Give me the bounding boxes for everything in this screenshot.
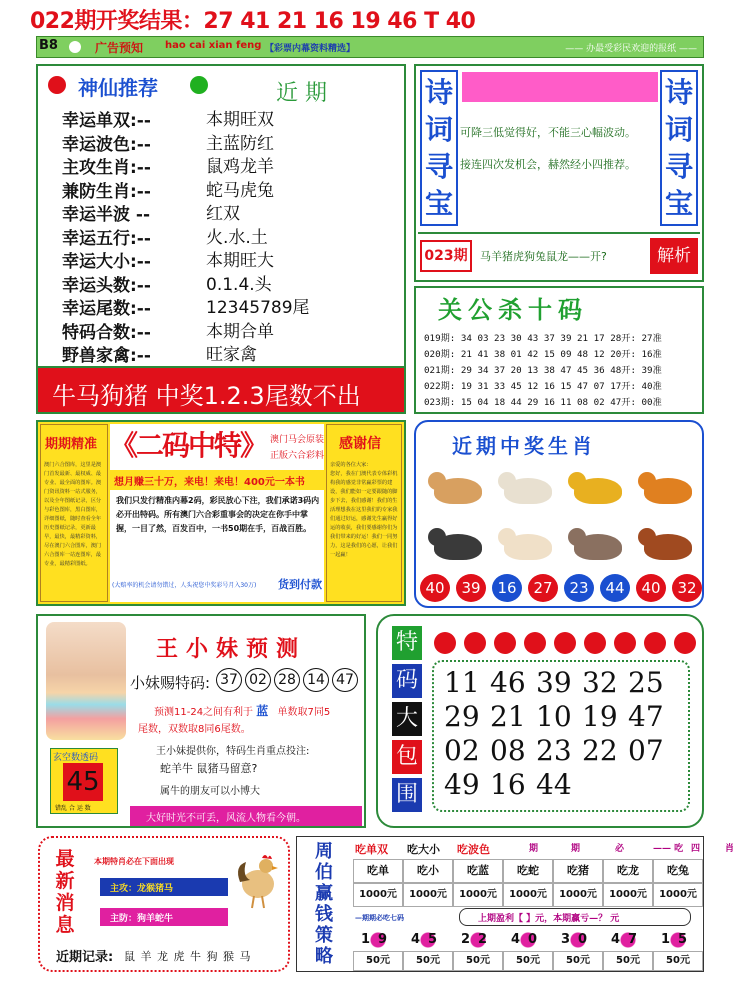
zhoubo-bet: 吃龙: [603, 859, 653, 883]
guangong-panel: [414, 286, 704, 414]
xiaomei-panel: [36, 614, 366, 828]
red-ball-icon: [644, 632, 666, 654]
tema-num: 02: [245, 668, 271, 692]
zhoubo-stake: 50元: [653, 951, 703, 971]
dabao-num: 07: [628, 734, 664, 767]
guangong-row: 022期: 19 31 33 45 12 16 15 47 07 17开: 40准: [424, 381, 662, 392]
shenxian-row: [62, 130, 402, 154]
header-bar: [36, 36, 704, 58]
zhoubo-stake: 50元: [603, 951, 653, 971]
tema-num: 37: [216, 668, 242, 692]
poem-answer: 马羊猪虎狗兔鼠龙——开?: [480, 250, 607, 263]
header-section: 广告预知: [95, 41, 144, 55]
zhoubo-stake: 50元: [503, 951, 553, 971]
red-ball-icon: [584, 632, 606, 654]
xinxi-panel: [38, 836, 290, 972]
predict-line-2: 尾数，双数取8同6尾数。: [138, 724, 251, 735]
xiaomei-info-3: 属牛的朋友可以小博大: [160, 786, 260, 797]
shenxian-row-label: 特码合数:--: [62, 322, 151, 343]
shengxiao-title: 近期中奖生肖: [452, 434, 596, 458]
zhoubo-pick-cell: [653, 929, 703, 951]
dabao-num: 02: [444, 734, 480, 767]
zhoubo-pick: 40: [511, 932, 546, 947]
erma-panel: [36, 420, 406, 606]
zhoubo-mid-right: [459, 908, 691, 926]
red-ball-icon: [614, 632, 636, 654]
xuanku-num: 45: [63, 763, 103, 801]
poem-side-char: 诗: [424, 76, 453, 109]
zodiac-ball: 32: [672, 574, 702, 602]
shenxian-row-value: 红双: [206, 204, 240, 224]
xinxi-side-char: 最: [55, 848, 75, 870]
dabao-side: [392, 626, 424, 816]
tema-num: 14: [303, 668, 329, 692]
red-ball-icon: [434, 632, 456, 654]
red-ball-icon: [494, 632, 516, 654]
shenxian-row-value: 本期旺双: [206, 110, 274, 130]
issue-badge: 023期: [420, 240, 472, 272]
zhoubo-amount: 1000元: [603, 883, 653, 907]
zhoubo-amount: 1000元: [503, 883, 553, 907]
zhoubo-head: —— 吃: [653, 844, 684, 854]
zhoubo-pick-cell: [453, 929, 503, 951]
zhoubo-pick: 22: [461, 932, 496, 947]
erma-main-title: 《二码中特》: [110, 429, 267, 462]
dabao-side-char: 特: [392, 626, 422, 660]
dabao-num: 19: [582, 700, 618, 733]
zhoubo-stake: 50元: [353, 951, 403, 971]
thanks-text: 亲爱的各位大家： 您好，我在门澳代表专体彩机构我的感觉非常赢彩票的建设，我们能如一定要跟随的脚步下去，我们感谢！我们的生活理想我在这里我们的专家我们通过好运，感谢先生赢得好运的收获，我们要感谢你们为我们带来的好运！我们一同努力，这是我们的心愿，让我们一起赢！: [330, 462, 398, 558]
zhoubo-pick-cell: [553, 929, 603, 951]
erma-ad-text: 想月赚三十万，来电！来电！400元一本书: [114, 477, 305, 488]
red-ball-icon: [464, 632, 486, 654]
xinxi-main: [100, 878, 228, 896]
dabao-num: 16: [490, 768, 526, 801]
circle-icon: [69, 41, 81, 53]
zhoubo-side-char: 略: [315, 946, 333, 967]
erma-side-title-2: 正版六合彩料: [269, 451, 324, 461]
zhoubo-row6: [353, 951, 705, 971]
dragon-icon: [568, 466, 628, 514]
zodiac-ball: 44: [600, 574, 630, 602]
zodiac-ball: 39: [456, 574, 486, 602]
rooster-icon: [232, 846, 282, 910]
shenxian-row-value: 本期合单: [206, 321, 274, 342]
zhoubo-bet: 吃单: [353, 859, 403, 883]
xiaomei-footer-text: 大好时光不可丢，风流人物看今朝。: [146, 813, 306, 824]
poem-side-char: 宝: [664, 187, 693, 220]
red-ball-icon: [674, 632, 696, 654]
zhoubo-side-char: 钱: [315, 904, 333, 925]
dabao-num: 23: [536, 734, 572, 767]
poem-side-char: 寻: [424, 150, 453, 183]
shenxian-row: [62, 294, 402, 318]
shenxian-row-label: 幸运半波 --: [62, 205, 151, 225]
zhoubo-bet: 吃猪: [553, 859, 603, 883]
dabao-row: [444, 666, 684, 700]
tema-label: 小妹赐特码:: [130, 674, 211, 692]
monkey-icon: [568, 522, 628, 570]
shenxian-row-label: 兼防生肖:--: [62, 181, 151, 202]
analysis-badge: 解析: [650, 238, 698, 274]
xuanku-foot: 错乱 合 运 数: [55, 805, 91, 812]
dabao-dots: [434, 632, 704, 658]
zodiac-balls: [420, 574, 702, 602]
shenxian-row: [62, 271, 402, 295]
page-code: B8: [39, 38, 58, 53]
zhoubo-head: 必: [615, 844, 625, 854]
page-title: [0, 0, 740, 34]
dabao-num: 10: [536, 700, 572, 733]
zhoubo-row2: [353, 859, 705, 883]
dabao-num: 25: [628, 666, 664, 699]
erma-center: [110, 424, 324, 602]
shenxian-title: 神仙推荐: [78, 76, 158, 100]
zhoubo-side-char: 周: [315, 841, 333, 862]
zhoubo-head: 吃单双: [355, 843, 388, 856]
dabao-numbers: [444, 666, 684, 802]
zhoubo-side-char: 伯: [315, 862, 333, 883]
poem-side-char: 词: [424, 113, 453, 146]
thanks-title: 感谢信: [339, 436, 381, 452]
tema-dabao-panel: [376, 614, 704, 828]
shenxian-row: [62, 318, 402, 342]
shenxian-row-label: 幸运大小:--: [62, 252, 151, 272]
banner-text: 牛马狗猪 中奖1.2.3尾数不出: [52, 382, 361, 410]
poem-panel: [414, 64, 704, 282]
guangong-row: 019期: 34 03 23 30 43 37 39 21 17 28开: 27准: [424, 333, 662, 344]
xinxi-second-text: 主防：狗羊蛇牛: [110, 914, 174, 924]
red-ball-icon: [524, 632, 546, 654]
shenxian-row-value: 本期旺大: [206, 251, 274, 271]
red-ball-icon: [554, 632, 576, 654]
predict-line-1: [154, 702, 330, 719]
ox-icon-head: [428, 528, 446, 546]
zhoubo-side-char: 赢: [315, 883, 333, 904]
dragon-icon-head: [568, 472, 586, 490]
shenxian-row-label: 幸运单双:--: [62, 111, 151, 131]
predict-color: 蓝: [256, 704, 269, 718]
zhoubo-mid-left: —期期必吃七码: [355, 914, 404, 922]
dabao-num: 46: [490, 666, 526, 699]
poem-side-char: 词: [664, 113, 693, 146]
predict-text-1: 预测11-24之间有利于: [154, 707, 254, 718]
shenxian-row-value: 0.1.4.头: [206, 274, 272, 295]
poem-right-chars: [662, 74, 696, 222]
zhoubo-bet: 吃蛇: [503, 859, 553, 883]
zhoubo-mid-right-text: 上期盈利【 】元，本期赢亏—？ 元: [478, 914, 620, 924]
dabao-row: [444, 700, 684, 734]
zhoubo-stake: 50元: [553, 951, 603, 971]
zhoubo-side-char: 策: [315, 925, 333, 946]
zhoubo-bet: 吃小: [403, 859, 453, 883]
shenxian-row: [62, 341, 402, 365]
dabao-num: 47: [628, 700, 664, 733]
xuanku-box: [50, 748, 118, 814]
shenxian-row-value: 蛇马虎兔: [206, 180, 274, 201]
shenxian-row-label: 野兽家禽:--: [62, 346, 151, 366]
zodiac-ball: 16: [492, 574, 522, 602]
zhoubo-amount: 1000元: [653, 883, 703, 907]
shenxian-row: [62, 106, 402, 130]
shenxian-list: [62, 106, 402, 365]
shenxian-banner: [36, 366, 406, 414]
shenxian-row-label: 幸运五行:--: [62, 228, 151, 249]
zhoubo-pick: 15: [661, 932, 696, 947]
shenxian-row-label: 幸运波色:--: [62, 134, 151, 155]
zhoubo-amount: 1000元: [453, 883, 503, 907]
xiaomei-info-2: 蛇羊牛 鼠猪马留意?: [160, 762, 258, 775]
erma-footer: (大赔率的机会请勿错过，人头祝您中奖彩号月入30万): [112, 582, 257, 589]
tema-num: 28: [274, 668, 300, 692]
poem-left-chars: [422, 74, 456, 222]
dabao-side-char: 大: [392, 702, 422, 736]
shenxian-row: [62, 153, 402, 177]
shenxian-row-label: 幸运尾数:--: [62, 299, 151, 319]
dabao-row: [444, 768, 684, 802]
xuanku-label: 玄空数透码: [53, 753, 99, 763]
erma-right: [326, 424, 402, 602]
ox-icon: [428, 522, 488, 570]
xinxi-main-text: 主攻：龙猴猪马: [110, 884, 174, 894]
zhoubo-panel: [296, 836, 735, 972]
zhoubo-head: 四: [691, 844, 701, 854]
zhoubo-heads: [353, 837, 735, 859]
dabao-side-char: 围: [392, 778, 422, 812]
dabao-num: 22: [582, 734, 618, 767]
xinxi-side-char: 消: [55, 892, 75, 914]
header-slogan: —— 办最受彩民欢迎的报纸 ——: [565, 44, 697, 54]
poem-side-char: 宝: [424, 187, 453, 220]
tema-nums: [216, 668, 366, 694]
zhoubo-head: 肖: [725, 844, 735, 854]
poem-line-1: 可降三低觉得好，不能三心幅波动。: [460, 126, 636, 139]
dabao-num: 39: [536, 666, 572, 699]
xinxi-side: [52, 848, 78, 936]
xiaomei-title: 王小妹预测: [156, 637, 307, 662]
zhoubo-pick-cell: [503, 929, 553, 951]
zhoubo-row3: [353, 883, 705, 907]
zodiac-ball: 40: [420, 574, 450, 602]
sheep-icon-head: [498, 472, 516, 490]
zhoubo-bet: 吃兔: [653, 859, 703, 883]
shenxian-row: [62, 200, 402, 224]
dabao-num: 11: [444, 666, 480, 699]
poem-answer-row: [418, 232, 700, 276]
dabao-side-char: 码: [392, 664, 422, 698]
dog-icon-head: [498, 528, 516, 546]
hamster-icon: [428, 466, 488, 514]
tema-num: 47: [332, 668, 358, 692]
guangong-list: [424, 330, 702, 410]
green-dot-icon: [190, 76, 208, 94]
shenxian-row-value: 主蓝防红: [206, 133, 274, 154]
zhoubo-bet: 吃蓝: [453, 859, 503, 883]
shengxiao-panel: [414, 420, 704, 608]
horse-icon-head: [638, 528, 656, 546]
girl-photo: [46, 622, 126, 740]
dabao-num: 49: [444, 768, 480, 801]
zhoubo-pick: 19: [361, 932, 396, 947]
monkey-icon-head: [568, 528, 586, 546]
zodiac-grid: [416, 462, 706, 572]
shenxian-row-label: 幸运头数:--: [62, 275, 151, 296]
shenxian-row-value: 火.水.土: [206, 227, 268, 248]
dog-icon: [498, 522, 558, 570]
tiger-icon-head: [638, 472, 656, 490]
shenxian-row-value: 旺家禽: [206, 345, 257, 365]
shenxian-panel: [36, 64, 406, 414]
poem-line-2: 接连四次发机会，赫然经小四推荐。: [460, 158, 636, 171]
header-pinyin: hao cai xian feng: [165, 40, 262, 51]
zhoubo-head: 期: [529, 844, 539, 854]
zhoubo-pick: 47: [611, 932, 646, 947]
record-label: 近期记录:: [56, 950, 114, 965]
dabao-num: 08: [490, 734, 526, 767]
poem-side-char: 诗: [664, 76, 693, 109]
shenxian-row-value: 鼠鸡龙羊: [206, 157, 274, 177]
erma-left-text: 澳门六合图库，这里是澳门首发最新、最权威、最专业、最全面的图库。澳门资讯资料一站式服务，以及全年图纸记录，区分与彩色图库，黑白图库，详细图纸，随时查看全年历史图纸记录，更新最早，最快，最精彩资料，尽在澳门六合图库，澳门六合图库一站连图库，最专业，最精彩图纸。: [44, 462, 102, 567]
zhoubo-pick: 30: [561, 932, 596, 947]
shenxian-row: [62, 177, 402, 201]
dabao-num: 29: [444, 700, 480, 733]
zodiac-ball: 23: [564, 574, 594, 602]
erma-ad-line: [110, 470, 324, 490]
sheep-icon: [498, 466, 558, 514]
erma-side-title-1: 澳门马会原装: [269, 435, 324, 445]
hamster-icon-head: [428, 472, 446, 490]
zhoubo-amount: 1000元: [553, 883, 603, 907]
dabao-row: [444, 734, 684, 768]
shenxian-row: [62, 224, 402, 248]
zhoubo-stake: 50元: [453, 951, 503, 971]
zhoubo-pick-cell: [603, 929, 653, 951]
xinxi-second: [100, 908, 228, 926]
erma-body: 我们只发行精准内幕2码，彩民放心下注，我们承诺3码内必开出特码。所有澳门六合彩重事会的决定在你手中掌握，一目了然，百发百中，一书50期在手，百战百胜。: [116, 496, 320, 533]
header-tagline: 【彩票内幕资料精选】: [265, 44, 356, 54]
erma-left-title: 期期精准: [45, 437, 98, 452]
zhoubo-stake: 50元: [403, 951, 453, 971]
record-values: 鼠 羊 龙 虎 牛 狗 猴 马: [124, 950, 252, 963]
horse-icon: [638, 522, 698, 570]
erma-left: [40, 424, 108, 602]
zhoubo-pick-cell: [353, 929, 403, 951]
xinxi-side-char: 新: [55, 870, 75, 892]
red-dot-icon: [48, 76, 66, 94]
zhoubo-row5: [353, 929, 705, 951]
shenxian-subtitle: 近 期: [276, 81, 327, 106]
guangong-row: 020期: 21 41 38 01 42 15 09 48 12 20开: 16准: [424, 349, 662, 360]
cod-label: 货到付款: [278, 578, 322, 591]
guangong-title: 关公杀十码: [438, 296, 588, 324]
top-result-title: 022期开奖结果：27 41 21 16 19 46 T 40: [30, 9, 476, 34]
xinxi-note: 本期特肖必在下面出现: [94, 857, 174, 866]
xiaomei-footer: [130, 806, 362, 826]
zhoubo-pick: 45: [411, 932, 446, 947]
shenxian-row-value: 12345789尾: [206, 298, 310, 318]
xinxi-side-char: 息: [55, 914, 75, 936]
guangong-row: 021期: 29 34 37 20 13 38 47 45 36 48开: 39准: [424, 365, 662, 376]
zhoubo-head: 吃波色: [457, 843, 490, 856]
dabao-num: 44: [536, 768, 572, 801]
zhoubo-amount: 1000元: [403, 883, 453, 907]
dabao-side-char: 包: [392, 740, 422, 774]
guangong-row: 023期: 15 04 18 44 29 16 11 08 02 47开: 00准: [424, 397, 662, 408]
tiger-icon: [638, 466, 698, 514]
shenxian-row: [62, 247, 402, 271]
zodiac-ball: 27: [528, 574, 558, 602]
zodiac-ball: 40: [636, 574, 666, 602]
shenxian-row-label: 主攻生肖:--: [62, 158, 151, 178]
zhoubo-side: [307, 841, 341, 967]
pink-banner: [462, 72, 658, 102]
zhoubo-head: 期: [571, 844, 581, 854]
zhoubo-head: 吃大小: [407, 843, 440, 856]
zhoubo-pick-cell: [403, 929, 453, 951]
predict-text-2: 单数取7同5: [277, 707, 331, 718]
dabao-num: 21: [490, 700, 526, 733]
zhoubo-amount: 1000元: [353, 883, 403, 907]
poem-side-char: 寻: [664, 150, 693, 183]
dabao-num: 32: [582, 666, 618, 699]
xiaomei-info-1: 王小妹提供你，特码生肖重点投注:: [156, 746, 310, 757]
